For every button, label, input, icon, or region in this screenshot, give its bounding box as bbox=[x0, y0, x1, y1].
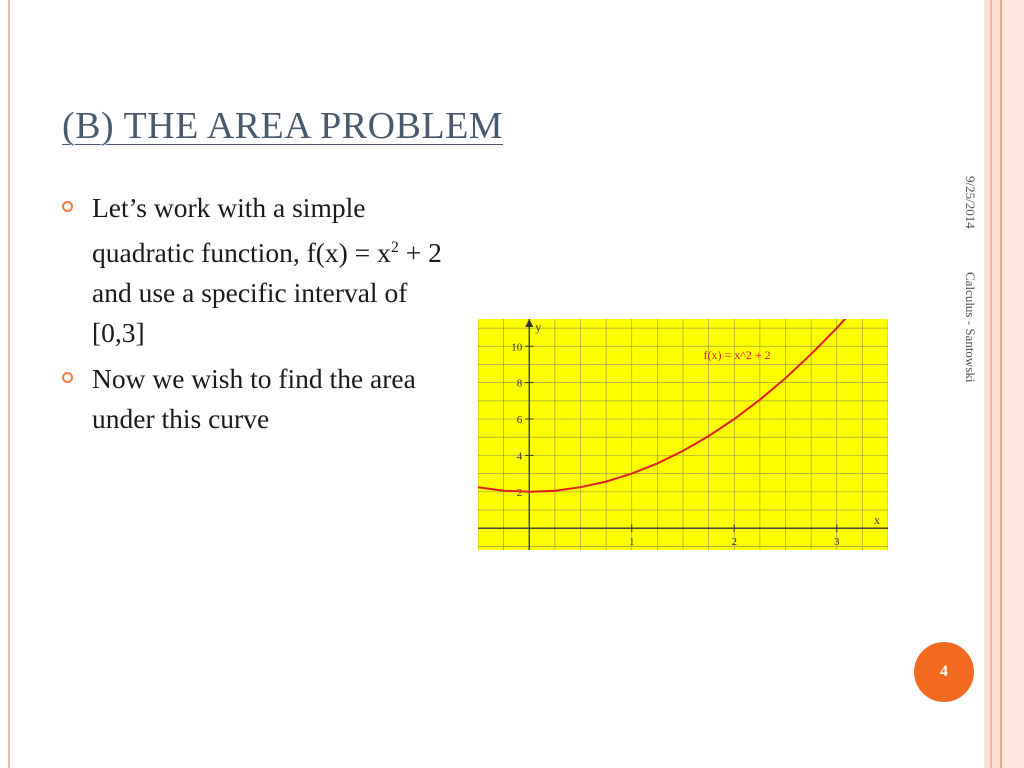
bullet-marker-icon bbox=[62, 201, 73, 212]
slide-date: 9/25/2014 bbox=[963, 176, 978, 229]
slide-title: (B) THE AREA PROBLEM bbox=[62, 105, 504, 147]
bullet-1-superscript: 2 bbox=[390, 239, 399, 256]
y-tick-label: 6 bbox=[516, 414, 523, 427]
x-tick-label: 1 bbox=[629, 536, 635, 549]
y-tick-label: 4 bbox=[516, 450, 523, 463]
bullet-list bbox=[62, 188, 442, 445]
bullet-item-1 bbox=[62, 188, 442, 353]
series-label: f(x) = x^2 + 2 bbox=[703, 348, 771, 363]
x-tick-label: 2 bbox=[731, 536, 737, 549]
page-number-badge: 4 bbox=[914, 642, 974, 702]
side-footer bbox=[962, 176, 978, 382]
x-axis-label: x bbox=[874, 513, 880, 528]
y-axis-label: y bbox=[535, 320, 542, 334]
bullet-1-text: Let’s work with a simple quadratic function, f(x) = x bbox=[92, 192, 391, 269]
left-border-line bbox=[8, 0, 10, 768]
x-tick-label: 3 bbox=[834, 536, 840, 549]
y-tick-label: 2 bbox=[516, 486, 523, 499]
y-tick-label: 10 bbox=[511, 341, 523, 354]
right-border-band bbox=[984, 0, 1024, 768]
y-tick-label: 8 bbox=[516, 377, 523, 390]
bullet-marker-icon bbox=[62, 372, 73, 383]
bullet-1-text-end: + 2 and use a specific interval of [0,3] bbox=[92, 237, 442, 349]
bullet-item-2 bbox=[62, 359, 442, 439]
slide-author: Calculus - Santowski bbox=[963, 271, 978, 383]
bullet-2-text: Now we wish to find the area under this curve bbox=[92, 363, 416, 435]
function-graph bbox=[478, 319, 888, 550]
